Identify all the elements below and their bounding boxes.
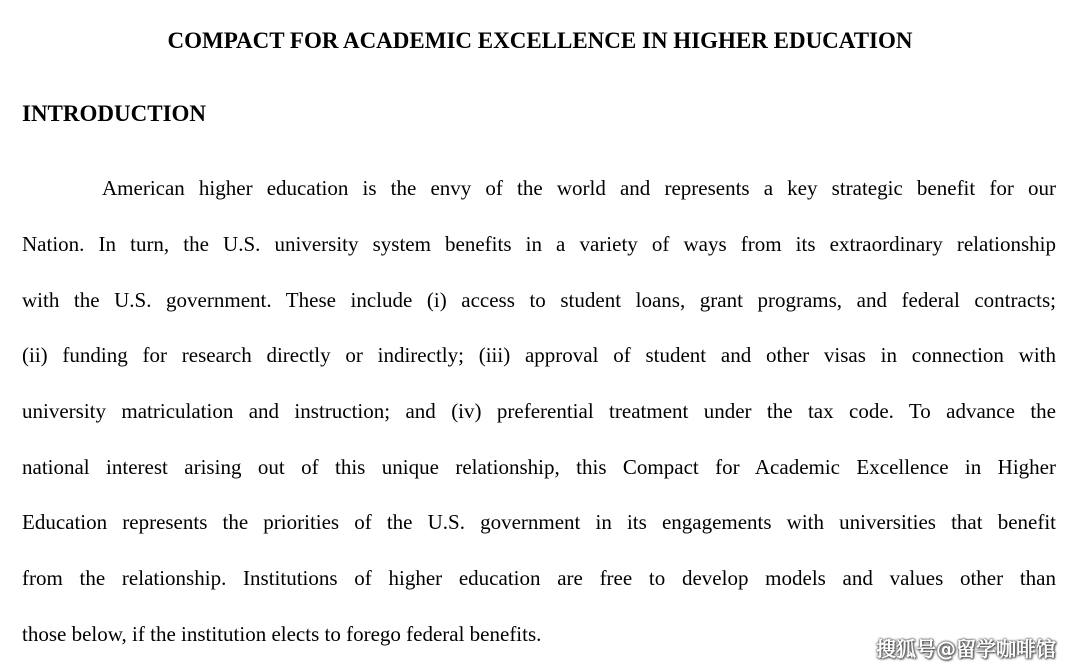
paragraph-line: national interest arising out of this unique relationship, this Compact for Academic Excellence in Higher (22, 455, 1056, 479)
paragraph-line: with the U.S. government. These include (i) access to student loans, grant programs, and federal contracts; (22, 288, 1056, 312)
paragraph-line: from the relationship. Institutions of higher education are free to develop models and values other than (22, 566, 1056, 590)
document-title: COMPACT FOR ACADEMIC EXCELLENCE IN HIGHER EDUCATION (167, 28, 913, 53)
paragraph-line: Nation. In turn, the U.S. university system benefits in a variety of ways from its extraordinary relationship (22, 232, 1056, 256)
paragraph-line: university matriculation and instruction; and (iv) preferential treatment under the tax code. To advance the (22, 399, 1056, 423)
paragraph-line: (ii) funding for research directly or indirectly; (iii) approval of student and other visas in connection with (22, 343, 1056, 367)
section-heading: INTRODUCTION (22, 101, 207, 126)
paragraph-line: American higher education is the envy of the world and represents a key strategic benefit for our (102, 176, 1056, 200)
paragraph-line: Education represents the priorities of the U.S. government in its engagements with universities that benefit (22, 510, 1056, 534)
paragraph-line: those below, if the institution elects to forego federal benefits. (22, 622, 542, 646)
watermark: 搜狐号@留学咖啡馆 (876, 637, 1056, 661)
